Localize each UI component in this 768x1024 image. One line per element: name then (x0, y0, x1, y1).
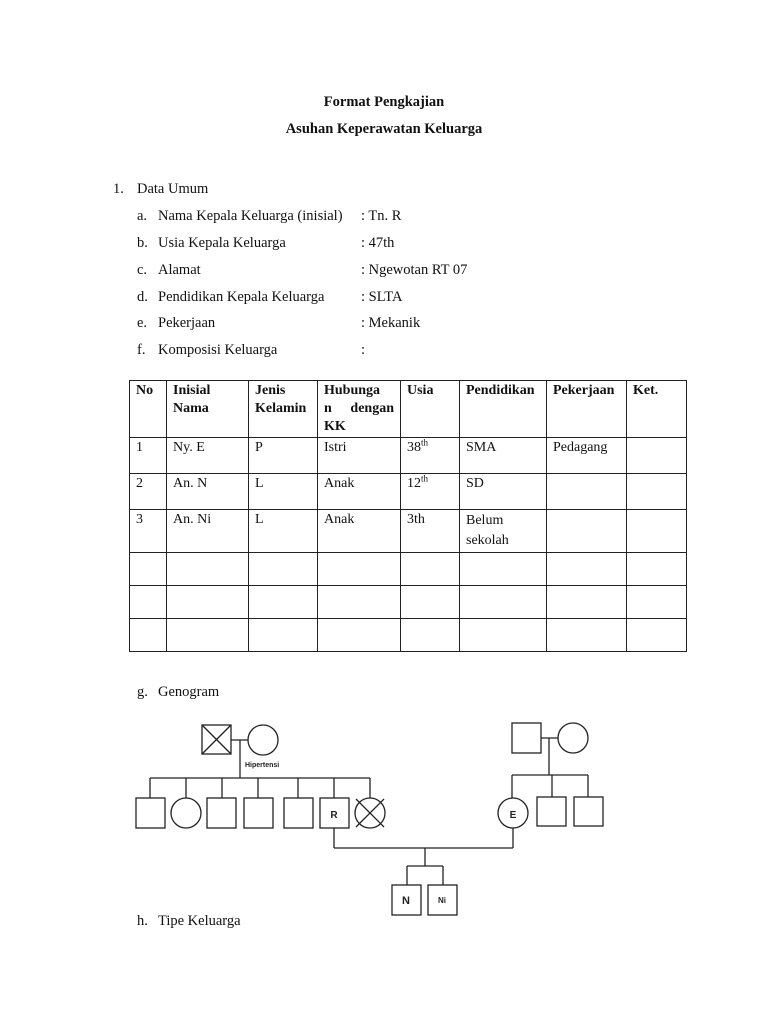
cell-hubungan: Istri (318, 438, 401, 474)
deceased-grandfather-symbol (202, 725, 231, 754)
header-hubungan: Hubunga n dengan KK (318, 381, 401, 438)
grandmother-symbol (248, 725, 278, 755)
label-e: E (509, 810, 517, 821)
item-value: : Mekanik (361, 315, 421, 331)
cell-no: 1 (130, 438, 167, 474)
male-sibling-symbol (574, 797, 603, 826)
item-letter: f. (137, 342, 146, 358)
document-title: Format Pengkajian (323, 94, 445, 110)
maternal-grandfather-symbol (512, 723, 541, 753)
header-usia: Usia (401, 381, 460, 438)
cell-pekerjaan: Pedagang (547, 438, 627, 474)
cell-inisial: An. Ni (167, 510, 249, 553)
label-n: N (402, 895, 410, 907)
item-letter: a. (137, 208, 148, 224)
header-pendidikan: Pendidikan (460, 381, 547, 438)
document-subtitle: Asuhan Keperawatan Keluarga (285, 121, 483, 137)
cell-jenis-kelamin: L (249, 510, 318, 553)
section-title: Data Umum (137, 181, 209, 197)
item-label: Komposisi Keluarga (158, 342, 278, 358)
header-inisial-nama: Inisial Nama (167, 381, 249, 438)
header-no: No (130, 381, 167, 438)
item-value: : Tn. R (361, 208, 402, 224)
item-label: Alamat (158, 262, 201, 278)
item-label: Pendidikan Kepala Keluarga (158, 289, 325, 305)
item-letter: d. (137, 289, 148, 305)
genogram-letter: g. (137, 684, 148, 700)
male-sibling-symbol (284, 798, 313, 828)
tipe-label: Tipe Keluarga (158, 913, 241, 929)
cell-no: 3 (130, 510, 167, 553)
cell-jenis-kelamin: P (249, 438, 318, 474)
cell-jenis-kelamin: L (249, 474, 318, 510)
item-label: Usia Kepala Keluarga (158, 235, 286, 251)
item-value: : SLTA (361, 289, 403, 305)
hipertensi-note: Hipertensi (245, 762, 280, 769)
label-ni: Ni (438, 896, 446, 905)
header-ket: Ket. (627, 381, 687, 438)
header-jenis-kelamin: Jenis Kelamin (249, 381, 318, 438)
item-value: : 47th (361, 235, 395, 251)
cell-inisial: An. N (167, 474, 249, 510)
cell-usia: 12th (401, 474, 460, 510)
genogram-label: Genogram (158, 684, 220, 700)
cell-inisial: Ny. E (167, 438, 249, 474)
cell-usia: 38th (401, 438, 460, 474)
label-r: R (330, 810, 338, 821)
item-label: Pekerjaan (158, 315, 216, 331)
item-letter: e. (137, 315, 148, 331)
cell-pendidikan: SD (460, 474, 547, 510)
cell-pendidikan: Belum sekolah (460, 510, 547, 553)
item-value: : Ngewotan RT 07 (361, 262, 468, 278)
header-pekerjaan: Pekerjaan (547, 381, 627, 438)
item-value: : (361, 342, 366, 358)
cell-no: 2 (130, 474, 167, 510)
cell-usia: 3th (401, 510, 460, 553)
cell-pendidikan: SMA (460, 438, 547, 474)
item-label: Nama Kepala Keluarga (inisial) (158, 208, 343, 224)
deceased-sibling-symbol (355, 798, 385, 828)
male-sibling-symbol (537, 797, 566, 826)
male-sibling-symbol (136, 798, 165, 828)
male-sibling-symbol (244, 798, 273, 828)
male-sibling-symbol (207, 798, 236, 828)
section-number: 1. (113, 181, 124, 197)
item-letter: c. (137, 262, 148, 278)
tipe-letter: h. (137, 913, 148, 929)
cell-hubungan: Anak (318, 510, 401, 553)
cell-hubungan: Anak (318, 474, 401, 510)
item-letter: b. (137, 235, 148, 251)
maternal-grandmother-symbol (558, 723, 588, 753)
female-sibling-symbol (171, 798, 201, 828)
